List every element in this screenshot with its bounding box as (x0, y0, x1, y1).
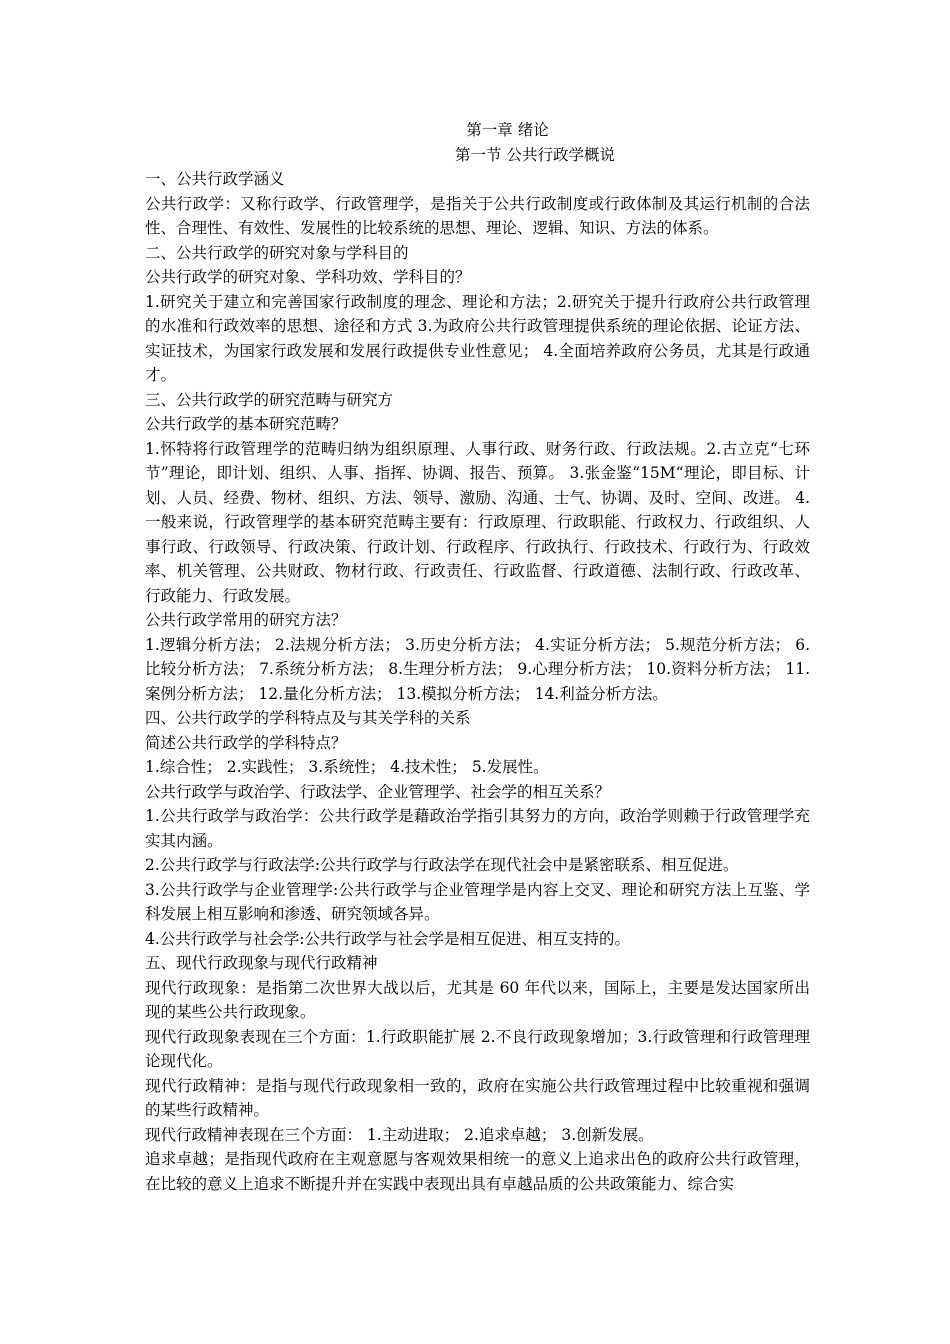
question: 公共行政学与政治学、行政法学、企业管理学、社会学的相互关系？ (145, 782, 611, 801)
paragraph: 现代行政现象表现在三个方面：1.行政职能扩展 2.不良行政现象增加；3.行政管理和行政管理理论现代化。 (145, 1027, 810, 1070)
heading-5: 五、现代行政现象与现代行政精神 (145, 954, 378, 972)
question: 公共行政学的基本研究范畴？ (145, 415, 347, 433)
heading-4: 四、公共行政学的学科特点及与其关学科的关系 (145, 709, 471, 727)
paragraph: 2.公共行政学与行政法学:公共行政学与行政法学在现代社会中是紧密联系、相互促进。 (145, 856, 739, 874)
paragraph: 追求卓越；是指现代政府在主观意愿与客观效果相统一的意义上追求出色的政府公共行政管理，在比较的意义上追求不断提升并在实践中表现出具有卓越品质的公共政策能力、综合实 (145, 1150, 810, 1193)
paragraph: 公共行政学：又称行政学、行政管理学，是指关于公共行政制度或行政体制及其运行机制的合法性、合理性、有效性、发展性的比较系统的思想、理论、逻辑、知识、方法的体系。 (145, 194, 810, 237)
heading-2: 二、公共行政学的研究对象与学科目的 (145, 243, 409, 262)
paragraph: 3.公共行政学与企业管理学:公共行政学与企业管理学是内容上交叉、理论和研究方法上互鉴、学科发展上相互影响和渗透、研究领域各异。 (145, 880, 810, 923)
paragraph: 1.怀特将行政管理学的范畴归纳为组织原理、人事行政、财务行政、行政法规。2.古立克“七环节”理论，即计划、组织、人事、指挥、协调、报告、预算。 3.张金鉴“15M“理论，即目标、计划、人员、经费、物材、组织、方法、领导、激励、沟通、士气、协调、及时、空间、改进。 4.一般来说，行政管理学的基本研究范畴主要有：行政原理、行政职能、行政权力、行政组织、人事行政、行政领导、行政决策、行政计划、行政程序、行政执行、行政技术、行政行为、行政效率、机关管理、公共财政、物材行政、行政责任、行政监督、行政道德、法制行政、行政改革、行政能力、行政发展。 (145, 439, 810, 605)
document-body (145, 118, 810, 1196)
section-title: 第一节 公共行政学概说 (455, 145, 615, 164)
paragraph: 1.公共行政学与政治学：公共行政学是藉政治学指引其努力的方向，政治学则赖于行政管理学充实其内涵。 (145, 807, 810, 850)
paragraph: 1.综合性； 2.实践性； 3.系统性； 4.技术性； 5.发展性。 (145, 758, 549, 776)
paragraph: 1.逻辑分析方法； 2.法规分析方法； 3.历史分析方法； 4.实证分析方法； 5.规范分析方法； 6.比较分析方法； 7.系统分析方法； 8.生理分析方法； 9.心理分析方法； 10.资料分析方法； 11.案例分析方法； 12.量化分析方法； 13.模拟分析方法； 14.利益分析方法。 (145, 635, 810, 703)
question: 公共行政学常用的研究方法？ (145, 611, 347, 629)
heading-1: 一、公共行政学涵义 (145, 170, 285, 188)
paragraph: 现代行政现象：是指第二次世界大战以后，尤其是 60 年代以来，国际上，主要是发达国家所出现的某些公共行政现象。 (145, 978, 810, 1021)
paragraph: 现代行政精神表现在三个方面： 1.主动进取； 2.追求卓越； 3.创新发展。 (145, 1125, 654, 1144)
heading-3: 三、公共行政学的研究范畴与研究方 (145, 390, 394, 409)
paragraph: 1.研究关于建立和完善国家行政制度的理念、理论和方法；2.研究关于提升行政府公共行政管理的水准和行政效率的思想、途径和方式 3.为政府公共行政管理提供系统的理论依据、论证方法、实证技术，为国家行政发展和发展行政提供专业性意见； 4.全面培养政府公务员，尤其是行政通才。 (145, 292, 810, 384)
question: 简述公共行政学的学科特点？ (145, 733, 347, 752)
question: 公共行政学的研究对象、学科功效、学科目的？ (145, 268, 471, 286)
paragraph: 4.公共行政学与社会学:公共行政学与社会学是相互促进、相互支持的。 (145, 929, 631, 948)
chapter-title: 第一章 绪论 (466, 121, 549, 139)
paragraph: 现代行政精神：是指与现代行政现象相一致的，政府在实施公共行政管理过程中比较重视和强调的某些行政精神。 (145, 1076, 810, 1119)
